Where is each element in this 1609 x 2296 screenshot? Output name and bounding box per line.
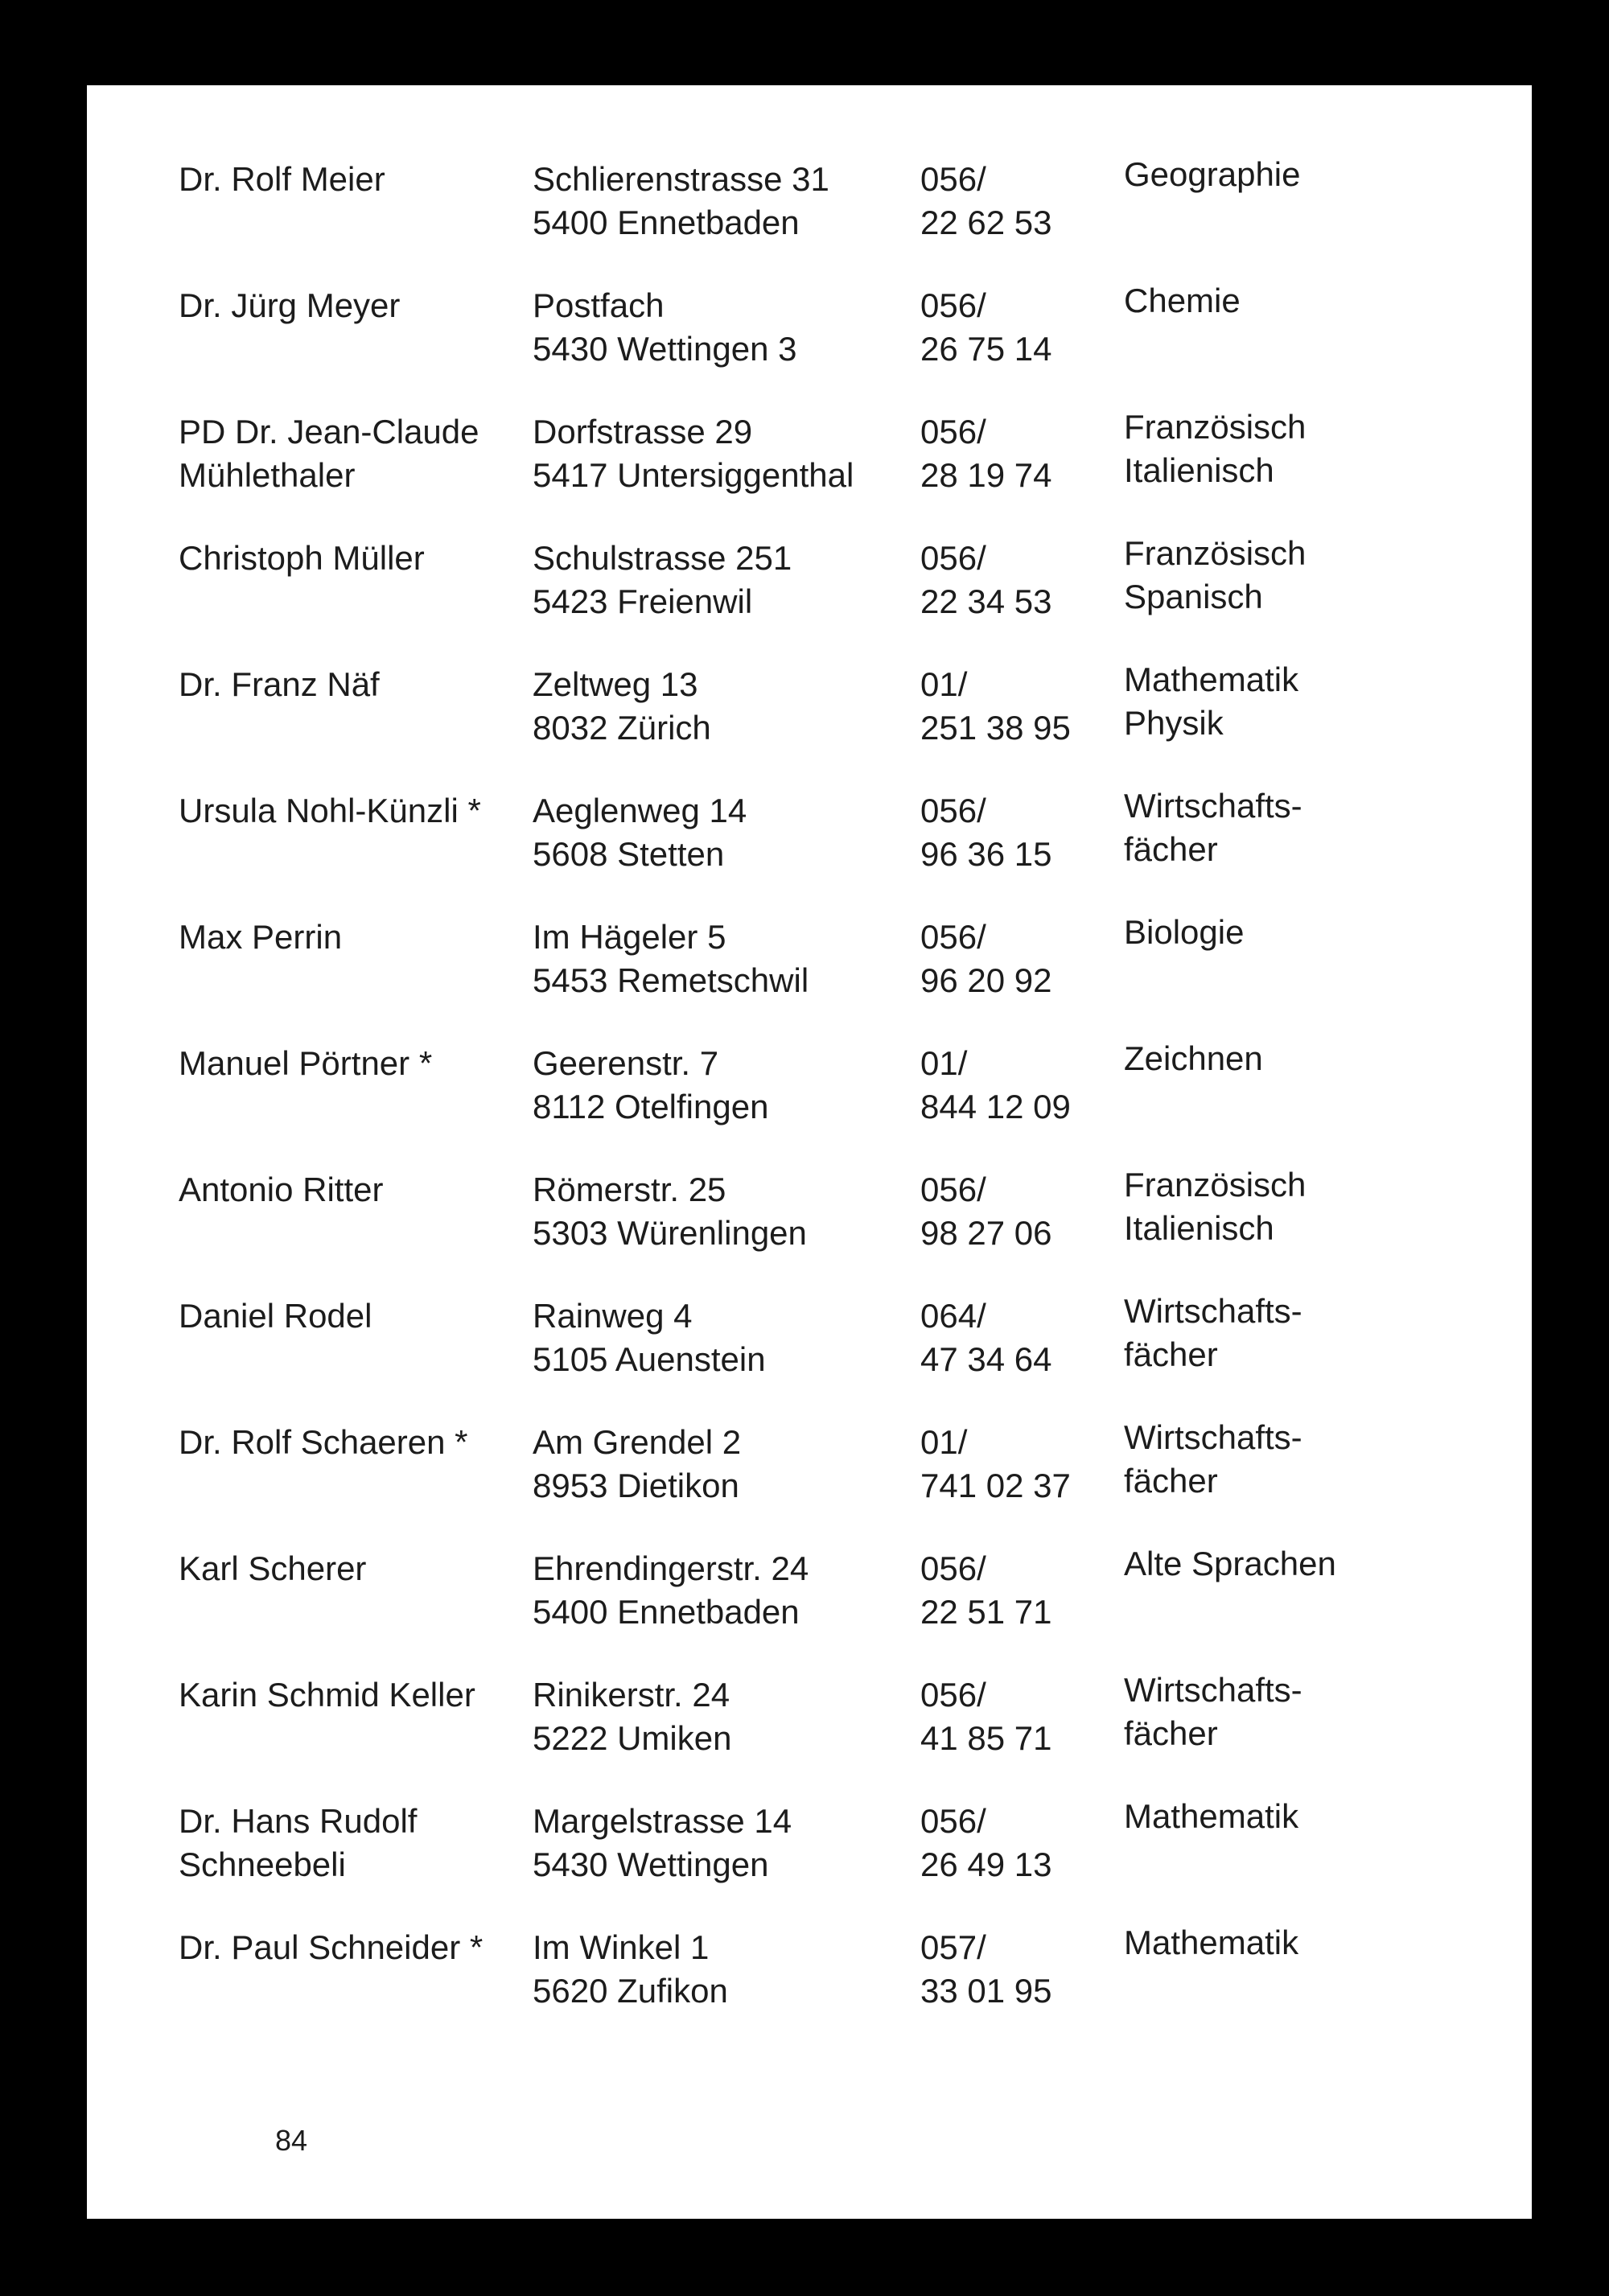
entry-phone-line: 057/ <box>920 1928 986 1966</box>
entry-phone <box>920 158 1121 245</box>
entry-subjects-line: Physik <box>1124 704 1224 742</box>
entry-name-line: PD Dr. Jean-Claude <box>179 413 479 451</box>
entry-address-line: Rinikerstr. 24 <box>533 1676 730 1714</box>
entry-subjects <box>1124 1416 1462 1503</box>
directory-entry <box>179 1168 1466 1294</box>
entry-name <box>179 410 525 497</box>
entry-subjects <box>1124 405 1462 492</box>
entry-address-line: 8112 Otelfingen <box>533 1088 769 1125</box>
entry-phone <box>920 1042 1121 1129</box>
entry-name <box>179 1294 525 1338</box>
entry-address-line: 5303 Würenlingen <box>533 1214 807 1252</box>
entry-name <box>179 1800 525 1887</box>
entry-phone-line: 47 34 64 <box>920 1340 1052 1378</box>
entry-name-line: Christoph Müller <box>179 539 425 577</box>
entry-name-line: Mühlethaler <box>179 456 356 494</box>
entry-subjects-line: Biologie <box>1124 913 1245 951</box>
entry-subjects-line: Französisch <box>1124 408 1307 446</box>
directory-entry <box>179 913 1466 1042</box>
entry-name-line: Daniel Rodel <box>179 1297 372 1335</box>
entry-phone-line: 01/ <box>920 665 968 703</box>
entry-name-line: Dr. Franz Näf <box>179 665 380 703</box>
directory-entry <box>179 410 1466 537</box>
entry-address-line: Geerenstr. 7 <box>533 1044 719 1082</box>
directory-entry <box>179 284 1466 410</box>
entry-phone <box>920 1294 1121 1381</box>
entry-name-line: Antonio Ritter <box>179 1171 384 1208</box>
entry-phone <box>920 1168 1121 1255</box>
entry-name-line: Karin Schmid Keller <box>179 1676 475 1714</box>
entry-phone-line: 96 20 92 <box>920 961 1052 999</box>
entry-subjects-line: Chemie <box>1124 282 1241 319</box>
entry-subjects-line: fächer <box>1124 1462 1218 1500</box>
entry-subjects-line: Alte Sprachen <box>1124 1545 1336 1582</box>
entry-phone <box>920 1673 1121 1760</box>
entry-address-line: 5608 Stetten <box>533 835 725 873</box>
directory-entry <box>179 1926 1466 2052</box>
entry-phone <box>920 537 1121 623</box>
directory-entry <box>179 1797 1466 1926</box>
entry-address-line: 8032 Zürich <box>533 709 711 747</box>
entry-address <box>533 1673 919 1760</box>
entry-phone <box>920 1547 1121 1634</box>
entry-phone <box>920 916 1121 1002</box>
entry-subjects <box>1124 1037 1462 1080</box>
entry-address <box>533 1926 919 2013</box>
entry-address-line: 5430 Wettingen <box>533 1845 769 1883</box>
entry-name <box>179 1926 525 1969</box>
entry-subjects <box>1124 784 1462 871</box>
entry-name <box>179 1042 525 1085</box>
entry-phone <box>920 410 1121 497</box>
entry-subjects-line: fächer <box>1124 1335 1218 1373</box>
entry-subjects-line: Französisch <box>1124 534 1307 572</box>
entry-subjects-line: Italienisch <box>1124 1209 1274 1247</box>
entry-address-line: 5453 Remetschwil <box>533 961 809 999</box>
entry-address-line: 5430 Wettingen 3 <box>533 330 797 368</box>
entry-subjects <box>1124 1795 1462 1838</box>
staff-directory <box>179 155 1466 2052</box>
entry-subjects-line: Wirtschafts- <box>1124 1292 1302 1330</box>
directory-entry <box>179 1547 1466 1673</box>
entry-address <box>533 158 919 245</box>
entry-address <box>533 410 919 497</box>
entry-subjects-line: fächer <box>1124 1714 1218 1752</box>
entry-name <box>179 663 525 706</box>
entry-phone-line: 22 51 71 <box>920 1593 1052 1631</box>
entry-name-line: Dr. Hans Rudolf <box>179 1802 418 1840</box>
entry-phone-line: 741 02 37 <box>920 1467 1071 1504</box>
entry-name-line: Dr. Paul Schneider * <box>179 1928 484 1966</box>
entry-phone-line: 056/ <box>920 286 986 324</box>
entry-phone-line: 056/ <box>920 792 986 829</box>
entry-subjects-line: Zeichnen <box>1124 1039 1263 1077</box>
entry-address-line: 5417 Untersiggenthal <box>533 456 854 494</box>
entry-address <box>533 1800 919 1887</box>
entry-phone <box>920 1800 1121 1887</box>
entry-phone <box>920 663 1121 750</box>
entry-subjects-line: Wirtschafts- <box>1124 787 1302 825</box>
entry-subjects-line: Mathematik <box>1124 1797 1299 1835</box>
entry-address <box>533 284 919 371</box>
entry-phone-line: 064/ <box>920 1297 986 1335</box>
entry-phone-line: 056/ <box>920 539 986 577</box>
entry-phone-line: 33 01 95 <box>920 1972 1052 2010</box>
entry-address-line: 5423 Freienwil <box>533 582 753 620</box>
entry-phone-line: 28 19 74 <box>920 456 1052 494</box>
entry-phone <box>920 789 1121 876</box>
entry-subjects <box>1124 1290 1462 1376</box>
entry-address-line: Im Winkel 1 <box>533 1928 710 1966</box>
entry-address-line: 5400 Ennetbaden <box>533 1593 800 1631</box>
entry-name <box>179 284 525 327</box>
entry-subjects-line: Wirtschafts- <box>1124 1418 1302 1456</box>
entry-name <box>179 916 525 959</box>
directory-entry <box>179 1673 1466 1800</box>
entry-subjects <box>1124 279 1462 323</box>
entry-address <box>533 663 919 750</box>
entry-address <box>533 1547 919 1634</box>
entry-subjects <box>1124 1921 1462 1965</box>
entry-name-line: Karl Scherer <box>179 1549 367 1587</box>
entry-name <box>179 789 525 833</box>
entry-address-line: Zeltweg 13 <box>533 665 698 703</box>
directory-entry <box>179 789 1466 916</box>
entry-phone-line: 056/ <box>920 1676 986 1714</box>
entry-subjects-line: Geographie <box>1124 155 1301 193</box>
entry-subjects-line: Mathematik <box>1124 1924 1299 1961</box>
entry-name <box>179 158 525 201</box>
entry-name-line: Ursula Nohl-Künzli * <box>179 792 481 829</box>
entry-address <box>533 1294 919 1381</box>
entry-address-line: Schlierenstrasse 31 <box>533 160 829 198</box>
entry-subjects-line: Spanisch <box>1124 578 1263 615</box>
entry-subjects <box>1124 532 1462 619</box>
entry-address-line: Im Hägeler 5 <box>533 918 726 956</box>
entry-address <box>533 1168 919 1255</box>
entry-phone-line: 98 27 06 <box>920 1214 1052 1252</box>
entry-name-line: Dr. Jürg Meyer <box>179 286 401 324</box>
directory-entry <box>179 1039 1466 1168</box>
entry-phone <box>920 1421 1121 1508</box>
entry-address <box>533 916 919 1002</box>
entry-address-line: Aeglenweg 14 <box>533 792 747 829</box>
entry-address-line: Schulstrasse 251 <box>533 539 792 577</box>
entry-name-line: Schneebeli <box>179 1845 346 1883</box>
entry-name <box>179 1673 525 1717</box>
directory-entry <box>179 534 1466 663</box>
entry-address-line: Margelstrasse 14 <box>533 1802 792 1840</box>
entry-subjects-line: Mathematik <box>1124 660 1299 698</box>
entry-phone-line: 96 36 15 <box>920 835 1052 873</box>
entry-phone-line: 22 62 53 <box>920 204 1052 241</box>
entry-phone <box>920 284 1121 371</box>
entry-phone-line: 056/ <box>920 160 986 198</box>
entry-phone-line: 22 34 53 <box>920 582 1052 620</box>
entry-name <box>179 1421 525 1464</box>
entry-subjects-line: fächer <box>1124 830 1218 868</box>
entry-address-line: Ehrendingerstr. 24 <box>533 1549 809 1587</box>
entry-subjects <box>1124 1669 1462 1755</box>
entry-phone <box>920 1926 1121 2013</box>
entry-address-line: Rainweg 4 <box>533 1297 693 1335</box>
entry-name <box>179 1547 525 1590</box>
entry-address-line: 5222 Umiken <box>533 1719 732 1757</box>
entry-phone-line: 41 85 71 <box>920 1719 1052 1757</box>
entry-name-line: Max Perrin <box>179 918 343 956</box>
entry-phone-line: 056/ <box>920 1802 986 1840</box>
entry-subjects <box>1124 1163 1462 1250</box>
entry-phone-line: 056/ <box>920 413 986 451</box>
entry-subjects <box>1124 1542 1462 1586</box>
entry-address <box>533 1421 919 1508</box>
entry-address <box>533 789 919 876</box>
entry-address-line: Römerstr. 25 <box>533 1171 726 1208</box>
entry-subjects <box>1124 153 1462 196</box>
entry-name-line: Manuel Pörtner * <box>179 1044 433 1082</box>
entry-address-line: 5620 Zufikon <box>533 1972 728 2010</box>
entry-address-line: Dorfstrasse 29 <box>533 413 753 451</box>
directory-entry <box>179 660 1466 789</box>
entry-name <box>179 537 525 580</box>
entry-phone-line: 056/ <box>920 1171 986 1208</box>
entry-subjects <box>1124 911 1462 954</box>
entry-name-line: Dr. Rolf Meier <box>179 160 385 198</box>
entry-phone-line: 26 75 14 <box>920 330 1052 368</box>
entry-address-line: 5400 Ennetbaden <box>533 204 800 241</box>
entry-subjects-line: Italienisch <box>1124 451 1274 489</box>
entry-subjects-line: Französisch <box>1124 1166 1307 1204</box>
entry-subjects <box>1124 658 1462 745</box>
entry-phone-line: 01/ <box>920 1044 968 1082</box>
directory-entry <box>179 1418 1466 1547</box>
directory-entry <box>179 155 1466 284</box>
entry-phone-line: 056/ <box>920 918 986 956</box>
entry-phone-line: 844 12 09 <box>920 1088 1071 1125</box>
entry-name-line: Dr. Rolf Schaeren * <box>179 1423 468 1461</box>
entry-name <box>179 1168 525 1212</box>
directory-entry <box>179 1294 1466 1421</box>
entry-address <box>533 1042 919 1129</box>
entry-subjects-line: Wirtschafts- <box>1124 1671 1302 1709</box>
entry-address <box>533 537 919 623</box>
entry-phone-line: 056/ <box>920 1549 986 1587</box>
entry-phone-line: 01/ <box>920 1423 968 1461</box>
entry-address-line: Am Grendel 2 <box>533 1423 742 1461</box>
entry-address-line: 8953 Dietikon <box>533 1467 739 1504</box>
entry-phone-line: 26 49 13 <box>920 1845 1052 1883</box>
entry-phone-line: 251 38 95 <box>920 709 1071 747</box>
entry-address-line: 5105 Auenstein <box>533 1340 766 1378</box>
entry-address-line: Postfach <box>533 286 665 324</box>
page-number: 84 <box>275 2124 308 2157</box>
